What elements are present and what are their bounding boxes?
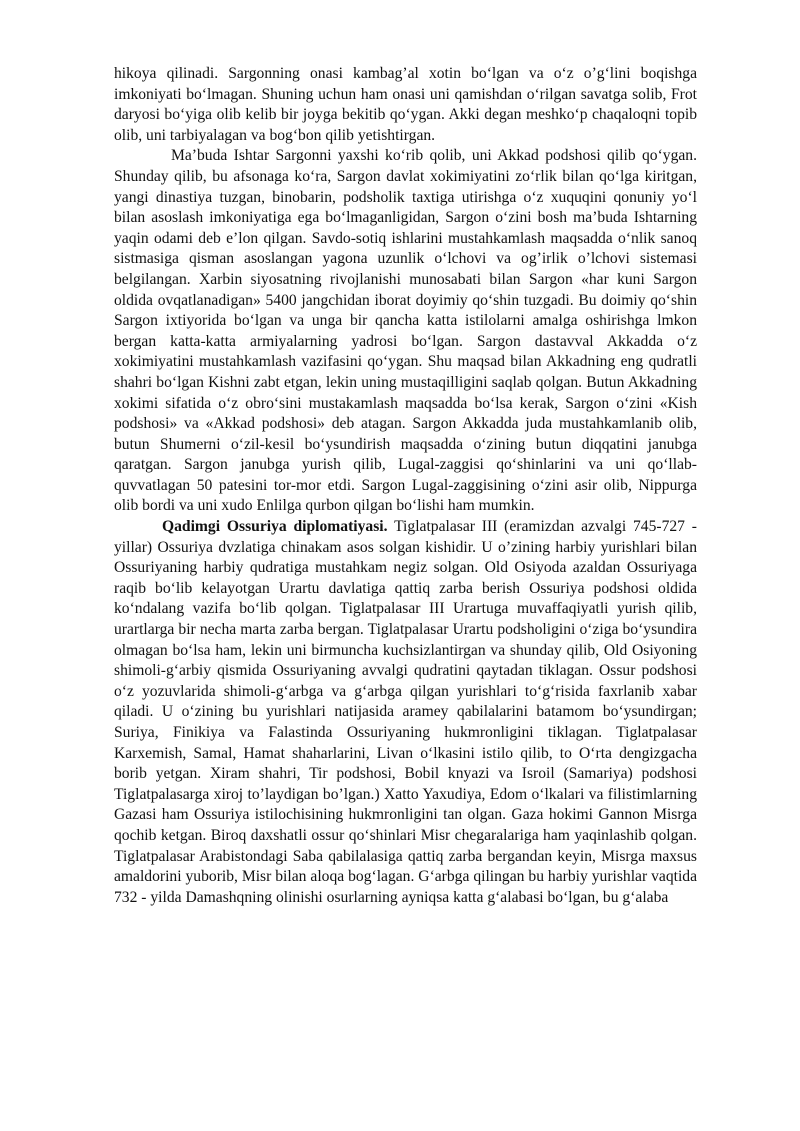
paragraph-continuation: hikoya qilinadi. Sargonning onasi kambag’al xotin bo‘lgan va o‘z o’g‘lini boqishga imkoniyati bo‘lmagan. Shuning uchun ham onasi uni qamishdan o‘rilgan savatga solib, Frot daryosi bo‘yiga olib kelib bir joyga bekitib qo‘ygan. Akki degan meshko‘p chaqaloqni topib olib, uni tarbiyalagan va bog‘bon qilib yetishtirgan. (114, 65, 697, 144)
section-heading: Qadimgi Ossuriya diplomatiyasi. (162, 518, 388, 536)
paragraph-sargon: Ma’buda Ishtar Sargonni yaxshi ko‘rib qolib, uni Akkad podshosi qilib qo‘ygan. Shunday qilib, bu afsonaga ko‘ra, Sargon davlat xokimiyatini zo‘rlik bilan qo‘lga kiritgan, yangi dinastiya tuzgan, binobarin, podsholik taxtiga utirishga o‘z xuquqini qonuniy yo‘l bilan asoslash imkoniyatiga ega bo‘lmaganligidan, Sargon o‘zini bosh ma’buda Ishtarning yaqin odami deb e’lon qilgan. Savdo-sotiq ishlarini mustahkamlash maqsadda o‘nlik sanoq sistmasiga qisman asoslangan yagona uzunlik o‘lchovi va og’irlik o’lchovi sistemasi belgilangan. Xarbin siyosatning rivojlanishi munosabati bilan Sargon «har kuni Sargon oldida ovqatlanadigan» 5400 jangchidan iborat doyimiy qo‘shin tuzgadi. Bu doimiy qo‘shin Sargon ixtiyorida bo‘lgan va unga bir qancha katta istilolarni amalga oshirishga lmkon bergan katta-katta armiyalarning yadrosi bo‘lgan. Sargon dastavval Akkadda o‘z xokimiyatini mustahkamlash vazifasini qo‘ygan. Shu maqsad bilan Akkadning eng qudratli shahri bo‘lgan Kishni zabt etgan, lekin uning mustaqilligini saqlab qolgan. Butun Akkadning xokimi sifatida o‘z obro‘sini mustakamlash maqsadda bo‘lsa kerak, Sargon o‘zini «Kish podshosi» va «Akkad podshosi» deb atagan. Sargon Akkadda juda mustahkamlanib olib, butun Shumerni o‘zil-kesil bo‘ysundirish maqsadda o‘zining butun diqqatini janubga qaratgan. Sargon janubga yurish qilib, Lugal-zaggisi qo‘shinlarini va uni qo‘llab-quvvatlagan 50 patesini tor-mor etdi. Sargon Lugal-zaggisining o‘zini asir olib, Nippurga olib bordi va uni xudo Enlilga qurbon qilgan bo‘lishi ham mumkin. (114, 147, 697, 515)
document-page (114, 64, 697, 908)
paragraph-assyria (114, 517, 697, 908)
paragraph-assyria-text: Tiglatpalasar III (eramizdan azvalgi 745-727 - yillar) Ossuriya dvzlatiga chinakam asos solgan kishidir. U o’zining harbiy yurishlari bilan Ossuriyaning harbiy qudratiga mustahkam negiz solgan. Old Osiyoda azaldan Ossuriyaga raqib bo‘lib kelayotgan Urartu davlatiga qattiq zarba berish Ossuriya podshosi oldida ko‘ndalang vazifa bo‘lib qolgan. Tiglatpalasar III Urartuga muvaffaqiyatli yurish qilib, urartlarga bir necha marta zarba bergan. Tiglatpalasar Urartu podsholigini o‘ziga bo‘ysundira olmagan bo‘lsa ham, lekin uni birmuncha kuchsizlantirgan va shunday qilib, Old Osiyoning shimoli-g‘arbiy qismida Ossuriyaning avvalgi qudratini qaytadan tiklagan. Ossur podshosi o‘z yozuvlarida shimoli-g‘arbga va g‘arbga qilgan yurishlari to‘g‘risida faxrlanib xabar qiladi. U o‘zining bu yurishlari natijasida aramey qabilalarini batamom bo‘ysundirgan; Suriya, Finikiya va Falastinda Ossuriyaning hukmronligini tiklagan. Tiglatpalasar Karxemish, Samal, Hamat shaharlarini, Livan o‘lkasini istilo qilib, to O‘rta dengizgacha borib yetgan. Xiram shahri, Tir podshosi, Bobil knyazi va Isroil (Samariya) podshosi Tiglatpalasarga xiroj to’laydigan bo’lgan.) Xatto Yaxudiya, Edom o‘lkalari va filistimlarning Gazasi ham Ossuriya istilochisining hukmronligini tan olgan. Gaza hokimi Gannon Misrga qochib ketgan. Biroq daxshatli ossur qo‘shinlari Misr chegaralariga ham yaqinlashib qolgan. Tiglatpalasar Arabistondagi Saba qabilalasiga qattiq zarba bergandan keyin, Misrga maxsus amaldorini yuborib, Misr bilan aloqa bog‘lagan. G‘arbga qilingan bu harbiy yurishlar vaqtida 732 - yilda Damashqning olinishi osurlarning ayniqsa katta g‘alabasi bo‘lgan, bu g‘alaba (114, 518, 697, 906)
